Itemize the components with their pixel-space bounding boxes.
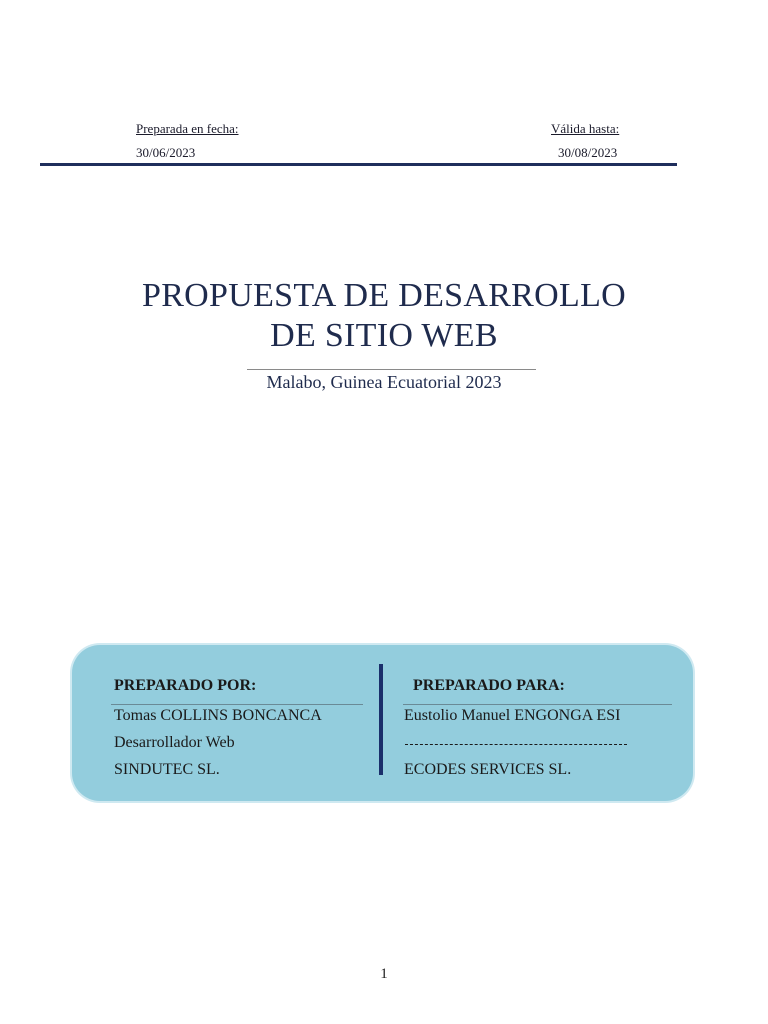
prepared-by-company: SINDUTEC SL. xyxy=(114,761,220,778)
title-line-2: DE SITIO WEB xyxy=(270,317,498,354)
prepared-for-name: Eustolio Manuel ENGONGA ESI xyxy=(404,707,621,724)
valid-until-label: Válida hasta: xyxy=(551,121,620,136)
document-subtitle: Malabo, Guinea Ecuatorial 2023 xyxy=(266,372,502,392)
prepared-for-company: ECODES SERVICES SL. xyxy=(404,761,572,778)
prepared-by-name: Tomas COLLINS BONCANCA xyxy=(114,707,322,724)
title-line-1: PROPUESTA DE DESARROLLO xyxy=(141,277,626,314)
header-rule xyxy=(40,163,677,166)
subtitle-rule xyxy=(247,369,536,370)
prepared-date-label: Preparada en fecha: xyxy=(136,121,239,136)
prepared-date-value: 30/06/2023 xyxy=(136,145,196,160)
document-title xyxy=(0,276,768,356)
valid-until-value: 30/08/2023 xyxy=(558,145,618,160)
prepared-by-rule xyxy=(111,704,363,705)
prepared-by-role: Desarrollador Web xyxy=(114,734,235,751)
prepared-for-rule xyxy=(403,704,672,705)
prepared-for-heading: PREPARADO PARA: xyxy=(413,677,565,694)
prepared-by-heading: PREPARADO POR: xyxy=(114,677,257,694)
prepared-for-placeholder-line xyxy=(405,744,627,745)
page-number: 1 xyxy=(380,966,388,982)
card-divider xyxy=(379,664,383,775)
